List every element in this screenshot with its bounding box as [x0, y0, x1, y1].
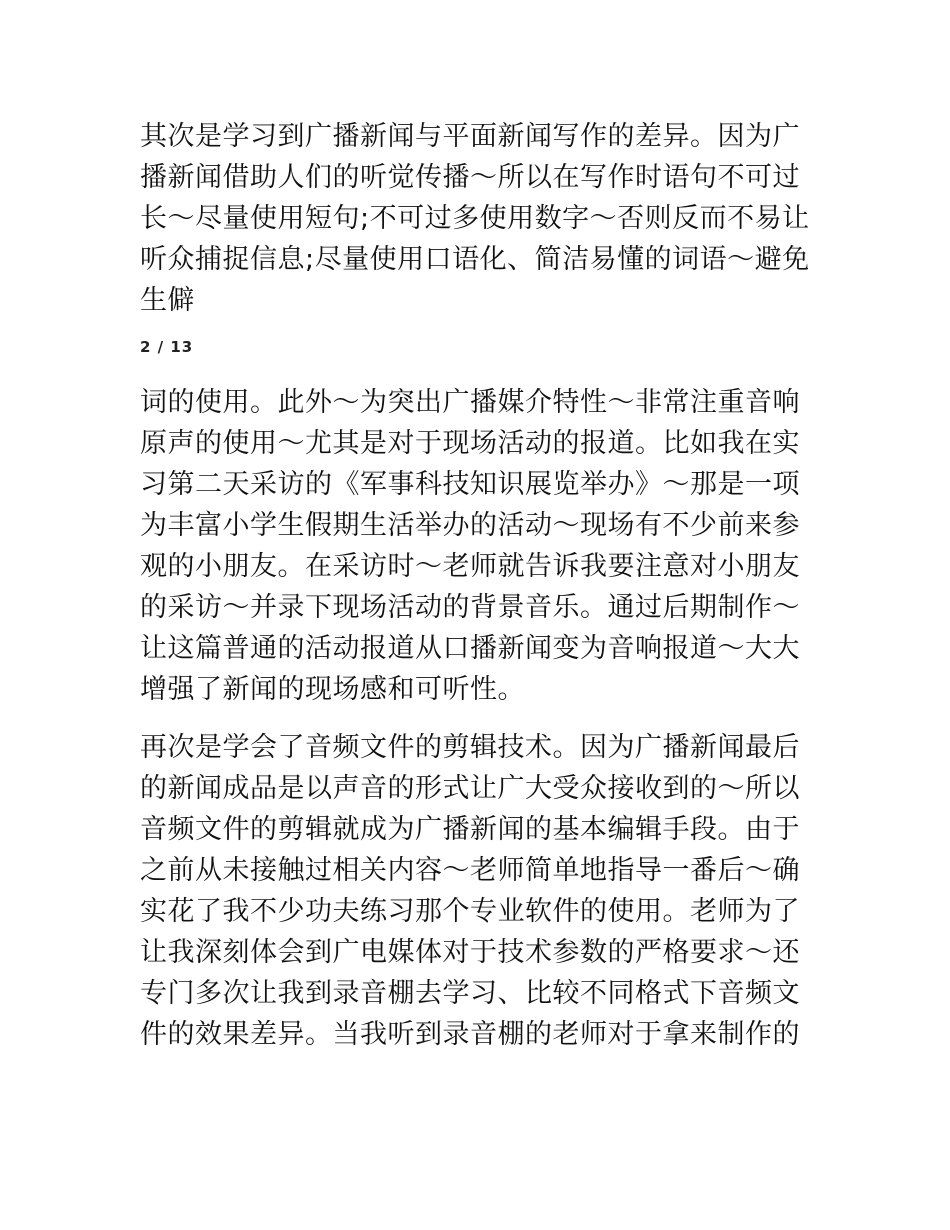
text-line: 再次是学会了音频文件的剪辑技术。因为广播新闻最后	[140, 732, 800, 763]
text-line: 习第二天采访的《军事科技知识展览举办》～那是一项	[140, 469, 800, 500]
text-line: 观的小朋友。在采访时～老师就告诉我要注意对小朋友	[140, 551, 800, 582]
text-line: 让这篇普通的活动报道从口播新闻变为音响报道～大大	[140, 633, 800, 664]
text-line: 件的效果差异。当我听到录音棚的老师对于拿来制作的	[140, 1019, 800, 1050]
text-line: 的新闻成品是以声音的形式让广大受众接收到的～所以	[140, 773, 800, 804]
text-line: 增强了新闻的现场感和可听性。	[140, 674, 525, 705]
text-line: 播新闻借助人们的听觉传播～所以在写作时语句不可过	[140, 162, 800, 193]
text-line: 听众捕捉信息;尽量使用口语化、简洁易懂的词语～避免	[140, 244, 810, 275]
text-line: 音频文件的剪辑就成为广播新闻的基本编辑手段。由于	[140, 814, 800, 845]
text-line: 专门多次让我到录音棚去学习、比较不同格式下音频文	[140, 978, 800, 1009]
text-line: 词的使用。此外～为突出广播媒介特性～非常注重音响	[140, 387, 800, 418]
text-line: 生僻	[140, 285, 195, 316]
text-line: 其次是学习到广播新闻与平面新闻写作的差异。因为广	[140, 121, 800, 152]
text-line: 原声的使用～尤其是对于现场活动的报道。比如我在实	[140, 428, 800, 459]
text-line: 长～尽量使用短句;不可过多使用数字～否则反而不易让	[140, 203, 810, 234]
text-line: 的采访～并录下现场活动的背景音乐。通过后期制作～	[140, 592, 800, 623]
text-line: 之前从未接触过相关内容～老师简单地指导一番后～确	[140, 855, 800, 886]
text-line: 实花了我不少功夫练习那个专业软件的使用。老师为了	[140, 896, 800, 927]
page-number: 2 / 13	[140, 338, 194, 356]
text-line: 让我深刻体会到广电媒体对于技术参数的严格要求～还	[140, 937, 800, 968]
text-line: 为丰富小学生假期生活举办的活动～现场有不少前来参	[140, 510, 800, 541]
